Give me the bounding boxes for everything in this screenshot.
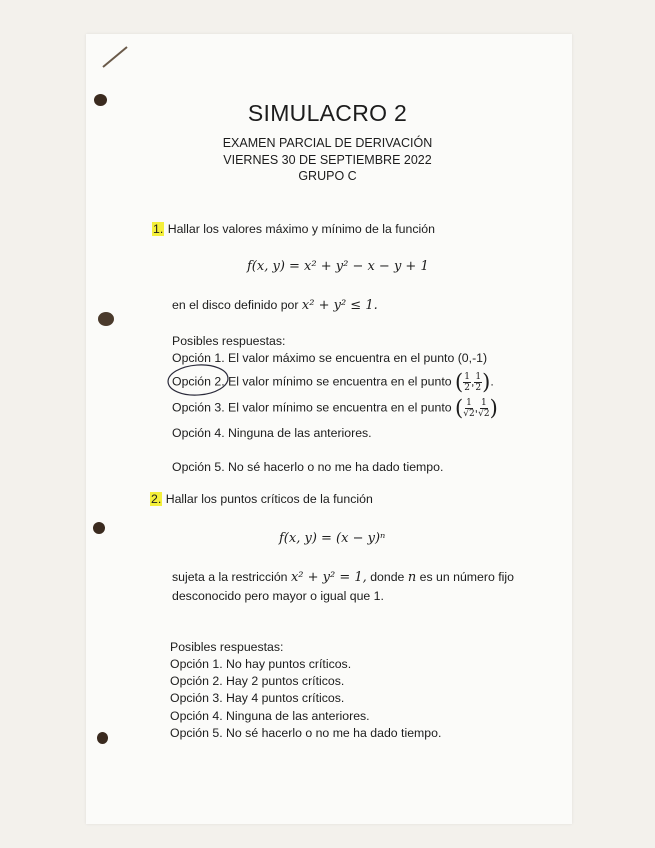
q1-option-2: Opción 2. El valor mínimo se encuentra en el punto ( $\frac{1}{2}$ , $\frac{1}{2}$ ). — [172, 370, 494, 394]
fraction-a: $\frac{1}{2}$ — [464, 371, 470, 393]
q1-option-3: Opción 3. El valor mínimo se encuentra en el punto ( $\frac{1}{√2}$ , $\frac{1}{√2}$ ) — [172, 396, 498, 420]
question-2-restriction-line2: desconocido pero mayor o igual que 1. — [172, 589, 384, 603]
q1-option-4: Opción 4. Ninguna de las anteriores. — [172, 426, 372, 440]
fraction-d: $\frac{1}{√2}$ — [478, 397, 490, 419]
q2-option-1: Opción 1. No hay puntos críticos. — [170, 657, 352, 671]
page-title: SIMULACRO 2 — [247, 100, 408, 126]
exam-name: EXAMEN PARCIAL DE DERIVACIÓN — [222, 136, 433, 150]
hand-drawn-circle — [165, 362, 231, 398]
restriction-text: sujeta a la restricción — [172, 570, 288, 584]
punch-hole-2 — [98, 312, 114, 326]
question-1-number: 1. — [153, 222, 164, 236]
q1-option-1: Opción 1. El valor máximo se encuentra en el punto (0,-1) — [172, 351, 488, 365]
question-2-restriction — [172, 570, 514, 585]
punch-hole-4 — [97, 732, 108, 744]
q2-option-2: Opción 2. Hay 2 puntos críticos. — [170, 674, 345, 688]
restriction-where: donde — [370, 570, 405, 584]
question-1 — [152, 222, 435, 236]
question-2-prompt: Hallar los puntos críticos de la función — [165, 492, 373, 506]
q1-possible-answers: Posibles respuestas: — [172, 334, 286, 348]
question-2 — [150, 492, 373, 506]
question-1-formula: f(x, y) = x² + y² − x − y + 1 — [247, 259, 429, 274]
question-1-domain — [172, 298, 378, 313]
q2-option-5: Opción 5. No sé hacerlo o no me ha dado tiempo. — [170, 726, 442, 740]
domain-math: x² + y² ≤ 1. — [301, 298, 378, 313]
q2-option-3: Opción 3. Hay 4 puntos críticos. — [170, 691, 345, 705]
question-2-number: 2. — [151, 492, 162, 506]
restriction-fixed: es un número fijo — [419, 570, 514, 584]
question-2-formula: f(x, y) = (x − y)ⁿ — [279, 531, 386, 546]
question-1-prompt: Hallar los valores máximo y mínimo de la función — [167, 222, 435, 236]
restriction-math: x² + y² = 1, — [290, 570, 367, 585]
q1-option-3-text: Opción 3. El valor mínimo se encuentra en el punto — [172, 400, 452, 415]
q1-option-2-text: El valor mínimo se encuentra en el punto — [228, 374, 452, 389]
exam-date: VIERNES 30 DE SEPTIEMBRE 2022 — [223, 153, 432, 167]
q1-option-2-label: Opción 2. — [172, 374, 225, 389]
restriction-n: n — [407, 570, 417, 585]
q2-option-4: Opción 4. Ninguna de las anteriores. — [170, 709, 370, 723]
q1-option-5: Opción 5. No sé hacerlo o no me ha dado tiempo. — [172, 460, 444, 474]
fraction-c: $\frac{1}{√2}$ — [463, 397, 475, 419]
exam-group: GRUPO C — [298, 169, 357, 183]
domain-text: en el disco definido por — [172, 298, 299, 312]
q2-possible-answers: Posibles respuestas: — [170, 640, 284, 654]
fraction-b: $\frac{1}{2}$ — [475, 371, 482, 393]
pen-mark — [100, 44, 130, 70]
punch-hole-3 — [93, 522, 105, 534]
